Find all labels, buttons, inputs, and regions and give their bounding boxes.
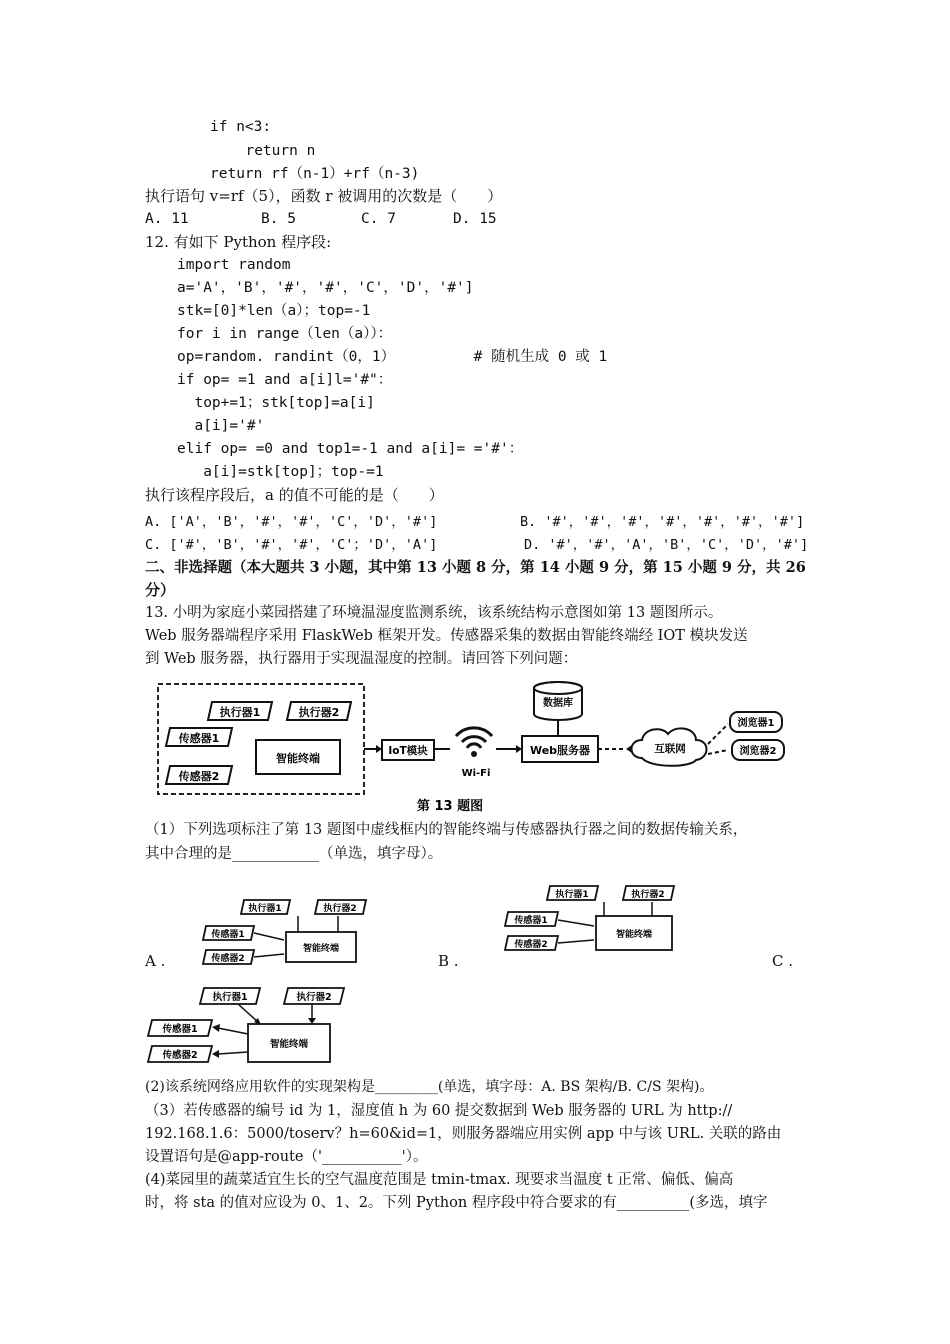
choice-b-label[interactable]: B . bbox=[438, 952, 459, 970]
wifi-label: Wi-Fi bbox=[461, 768, 491, 779]
choice-b-diagram bbox=[500, 880, 700, 956]
svg-text:传感器2: 传感器2 bbox=[514, 940, 548, 950]
svg-text:智能终端: 智能终端 bbox=[302, 944, 340, 954]
q12-code-line: top+=1；stk[top]=a[i] bbox=[177, 395, 375, 411]
q11-option-a: A. 11 bbox=[145, 211, 189, 227]
svg-text:传感器1: 传感器1 bbox=[211, 930, 245, 940]
q12-code-line: if op= =1 and a[i]l='#"： bbox=[177, 372, 393, 388]
svg-text:传感器1: 传感器1 bbox=[514, 916, 548, 926]
q12-code-line: a[i]=stk[top]；top-=1 bbox=[177, 464, 384, 480]
q12-option-a: A. ['A'，'B'，'#'，'#'，'C'，'D'，'#'] bbox=[145, 514, 438, 530]
q12-title: 12. 有如下 Python 程序段: bbox=[145, 233, 332, 251]
q13-part3-line: （3）若传感器的编号 id 为 1，湿度值 h 为 60 提交数据到 Web 服务器的 URL 为 http:// bbox=[145, 1103, 733, 1119]
iot-label: IoT模块 bbox=[388, 745, 428, 757]
q12-code-line: op=random. randint（0，1） # 随机生成 0 或 1 bbox=[177, 349, 608, 365]
q12-option-c: C. ['#'，'B'，'#'，'#'，'C'；'D'，'A'] bbox=[145, 537, 438, 553]
choice-a-label[interactable]: A . bbox=[145, 952, 166, 970]
q13-part1-line: （1）下列选项标注了第 13 题图中虚线框内的智能终端与传感器执行器之间的数据传输关系， bbox=[145, 822, 748, 838]
choice-c-label[interactable]: C . bbox=[772, 952, 794, 970]
q12-code-line: for i in range（len（a））： bbox=[177, 326, 393, 342]
q11-stem: 执行语句 v=rf（5），函数 r 被调用的次数是（ ） bbox=[145, 187, 503, 205]
choice-a-diagram bbox=[198, 892, 398, 968]
q13-part4-line: 时，将 sta 的值对应设为 0、1、2。下列 Python 程序段中符合要求的有__________(多选，填字 bbox=[145, 1195, 768, 1211]
q13-part1-line: 其中合理的是____________（单选，填字母）。 bbox=[145, 846, 443, 862]
database-label: 数据库 bbox=[543, 698, 573, 709]
browser2-label: 浏览器2 bbox=[739, 746, 777, 757]
webserver-label: Web服务器 bbox=[529, 744, 591, 757]
wifi-icon bbox=[456, 728, 492, 757]
q11-option-b: B. 5 bbox=[261, 211, 296, 227]
executor1-label: 执行器1 bbox=[219, 706, 261, 719]
q13-part4-line: (4)菜园里的蔬菜适宜生长的空气温度范围是 tmin-tmax. 现要求当温度 t 正常、偏低、偏高 bbox=[145, 1172, 734, 1188]
choice-c-diagram bbox=[140, 984, 370, 1068]
q13-intro-line: Web 服务器端程序采用 FlaskWeb 框架开发。传感器采集的数据由智能终端经 IOT 模块发送 bbox=[145, 628, 748, 644]
q12-stem: 执行该程序段后，a 的值不可能的是（ ） bbox=[145, 486, 444, 504]
svg-text:执行器1: 执行器1 bbox=[212, 992, 248, 1003]
system-diagram bbox=[150, 676, 810, 816]
svg-text:执行器2: 执行器2 bbox=[296, 992, 332, 1003]
q12-option-d: D. '#'，'#'，'A'，'B'，'C'，'D'，'#'] bbox=[524, 537, 809, 553]
sensor2-label: 传感器2 bbox=[178, 770, 220, 783]
q12-code-line: stk=[0]*len（a）；top=-1 bbox=[177, 303, 371, 319]
q11-code-line-2: return n bbox=[228, 143, 316, 159]
svg-text:智能终端: 智能终端 bbox=[269, 1039, 309, 1050]
executor2-label: 执行器2 bbox=[298, 706, 340, 719]
q11-code-line-3: return rf（n-1）+rf（n-3) bbox=[210, 166, 420, 182]
q11-option-d: D. 15 bbox=[453, 211, 497, 227]
q13-part2: (2)该系统网络应用软件的实现架构是_________(单选，填字母：A. BS 架构/B. C/S 架构)。 bbox=[145, 1079, 714, 1095]
svg-text:执行器1: 执行器1 bbox=[248, 904, 282, 914]
q13-part3-line: 192.168.1.6：5000/toserv？h=60&id=1，则服务器端应用实例 app 中与该 URL. 关联的路由 bbox=[145, 1126, 782, 1142]
diagram-caption: 第 13 题图 bbox=[416, 799, 484, 814]
terminal-label: 智能终端 bbox=[276, 752, 320, 765]
svg-text:执行器2: 执行器2 bbox=[323, 904, 357, 914]
sensor1-label: 传感器1 bbox=[178, 732, 220, 745]
q12-code-line: a[i]='#' bbox=[177, 418, 265, 434]
q12-code-line: elif op= =0 and top1=-1 and a[i]= ='#'： bbox=[177, 441, 524, 457]
q13-intro-line: 13. 小明为家庭小菜园搭建了环境温湿度监测系统，该系统结构示意图如第 13 题图所示。 bbox=[145, 605, 723, 621]
svg-text:传感器2: 传感器2 bbox=[211, 954, 245, 964]
q12-code-line: a='A'，'B'，'#'，'#'，'C'，'D'，'#'] bbox=[177, 280, 474, 296]
svg-text:执行器2: 执行器2 bbox=[631, 890, 665, 900]
q11-code-line-1: if n<3: bbox=[210, 119, 272, 135]
q12-option-b: B. '#'，'#'，'#'，'#'，'#'，'#'，'#'] bbox=[520, 514, 805, 530]
section-heading: 二、非选择题（本大题共 3 小题，其中第 13 小题 8 分，第 14 小题 9 分，第 15 小题 9 分，共 26 bbox=[145, 559, 806, 576]
q13-part3-line: 设置语句是@app-route（'___________'）。 bbox=[145, 1149, 428, 1165]
q11-option-c: C. 7 bbox=[361, 211, 396, 227]
q12-code-line: import random bbox=[177, 257, 291, 273]
browser1-label: 浏览器1 bbox=[737, 718, 775, 729]
internet-label: 互联网 bbox=[654, 743, 686, 755]
q13-intro-line: 到 Web 服务器，执行器用于实现温湿度的控制。请回答下列问题： bbox=[145, 651, 578, 667]
svg-text:执行器1: 执行器1 bbox=[555, 890, 589, 900]
section-heading-cont: 分） bbox=[145, 581, 176, 599]
svg-text:智能终端: 智能终端 bbox=[615, 930, 653, 940]
svg-text:传感器2: 传感器2 bbox=[162, 1050, 198, 1061]
svg-text:传感器1: 传感器1 bbox=[162, 1024, 198, 1035]
